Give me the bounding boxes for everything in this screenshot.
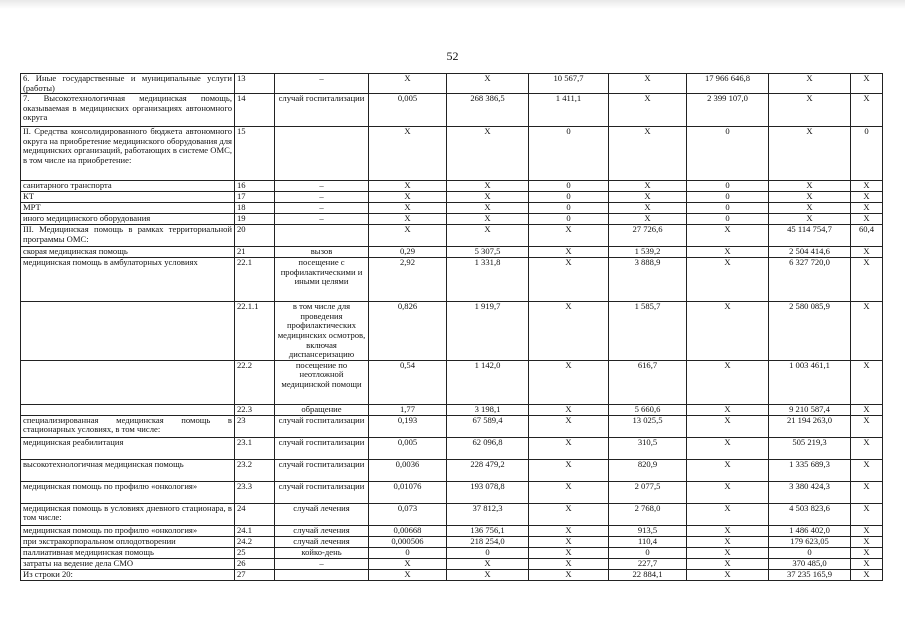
value-cell: 3 888,9	[609, 258, 687, 302]
row-name-cell: скорая медицинская помощь	[21, 247, 235, 258]
value-cell: X	[769, 74, 851, 94]
value-cell: X	[447, 181, 529, 192]
value-cell: 0	[609, 547, 687, 558]
value-cell: X	[369, 192, 447, 203]
value-cell: 0	[687, 127, 769, 181]
value-cell: 1 486 402,0	[769, 525, 851, 536]
row-name-cell: высокотехнологичная медицинская помощь	[21, 459, 235, 481]
unit-cell	[275, 225, 369, 247]
row-number-cell: 21	[235, 247, 275, 258]
unit-cell: обращение	[275, 404, 369, 415]
value-cell: X	[609, 192, 687, 203]
value-cell: 1 331,8	[447, 258, 529, 302]
value-cell: X	[447, 214, 529, 225]
unit-cell: вызов	[275, 247, 369, 258]
value-cell: X	[687, 415, 769, 437]
row-number-cell: 14	[235, 94, 275, 127]
table-row	[21, 74, 883, 94]
row-name-cell: медицинская реабилитация	[21, 437, 235, 459]
value-cell: X	[851, 503, 883, 525]
row-name-cell: санитарного транспорта	[21, 181, 235, 192]
unit-cell: случай госпитализации	[275, 415, 369, 437]
value-cell: 0,000506	[369, 536, 447, 547]
value-cell: X	[769, 181, 851, 192]
value-cell: 4 503 823,6	[769, 503, 851, 525]
table-row	[21, 525, 883, 536]
table-row	[21, 181, 883, 192]
value-cell: 2,92	[369, 258, 447, 302]
value-cell: 0,00668	[369, 525, 447, 536]
value-cell: X	[529, 360, 609, 404]
row-number-cell: 18	[235, 203, 275, 214]
value-cell: X	[851, 214, 883, 225]
value-cell: X	[687, 525, 769, 536]
value-cell: X	[447, 558, 529, 569]
value-cell: X	[851, 74, 883, 94]
value-cell: X	[369, 127, 447, 181]
value-cell: X	[529, 569, 609, 580]
value-cell: X	[851, 558, 883, 569]
value-cell: 9 210 587,4	[769, 404, 851, 415]
table-row	[21, 536, 883, 547]
value-cell: X	[687, 481, 769, 503]
value-cell: X	[529, 547, 609, 558]
value-cell: X	[529, 459, 609, 481]
row-name-cell: медицинская помощь по профилю «онкология»	[21, 525, 235, 536]
unit-cell: случай госпитализации	[275, 437, 369, 459]
value-cell: 370 485,0	[769, 558, 851, 569]
row-name-cell: медицинская помощь в условиях дневного стационара, в том числе:	[21, 503, 235, 525]
table-row	[21, 503, 883, 525]
value-cell: 227,7	[609, 558, 687, 569]
value-cell: X	[529, 404, 609, 415]
value-cell: 0	[529, 192, 609, 203]
value-cell: 1 335 689,3	[769, 459, 851, 481]
value-cell: 67 589,4	[447, 415, 529, 437]
row-number-cell: 26	[235, 558, 275, 569]
table-row	[21, 192, 883, 203]
value-cell: X	[687, 258, 769, 302]
value-cell: 3 380 424,3	[769, 481, 851, 503]
row-name-cell: затраты на ведение дела СМО	[21, 558, 235, 569]
value-cell: X	[529, 558, 609, 569]
scan-edge	[0, 0, 905, 9]
value-cell: X	[447, 127, 529, 181]
row-name-cell: III. Медицинская помощь в рамках территориальной программы ОМС:	[21, 225, 235, 247]
table-row	[21, 225, 883, 247]
value-cell: 0,29	[369, 247, 447, 258]
value-cell: 45 114 754,7	[769, 225, 851, 247]
value-cell: X	[447, 192, 529, 203]
value-cell: 22 884,1	[609, 569, 687, 580]
table-row	[21, 481, 883, 503]
value-cell: X	[369, 181, 447, 192]
unit-cell: –	[275, 74, 369, 94]
value-cell: 5 307,5	[447, 247, 529, 258]
value-cell: 62 096,8	[447, 437, 529, 459]
value-cell: X	[609, 94, 687, 127]
row-number-cell: 15	[235, 127, 275, 181]
table-row	[21, 547, 883, 558]
value-cell: X	[447, 74, 529, 94]
value-cell: 0,005	[369, 94, 447, 127]
value-cell: X	[687, 459, 769, 481]
value-cell: X	[851, 247, 883, 258]
row-name-cell: 6. Иные государственные и муниципальные услуги (работы)	[21, 74, 235, 94]
value-cell: 310,5	[609, 437, 687, 459]
unit-cell: –	[275, 558, 369, 569]
page-number: 52	[446, 49, 459, 63]
value-cell: X	[851, 360, 883, 404]
value-cell: 27 726,6	[609, 225, 687, 247]
value-cell: 37 235 165,9	[769, 569, 851, 580]
value-cell: X	[687, 547, 769, 558]
row-number-cell: 13	[235, 74, 275, 94]
row-number-cell: 23	[235, 415, 275, 437]
value-cell: 0	[529, 214, 609, 225]
value-cell: X	[687, 558, 769, 569]
row-name-cell: КТ	[21, 192, 235, 203]
value-cell: 10 567,7	[529, 74, 609, 94]
value-cell: X	[609, 127, 687, 181]
value-cell: X	[369, 225, 447, 247]
value-cell: 21 194 263,0	[769, 415, 851, 437]
table-row	[21, 404, 883, 415]
value-cell: 193 078,8	[447, 481, 529, 503]
value-cell: X	[529, 437, 609, 459]
value-cell: 0,826	[369, 302, 447, 361]
financial-table	[20, 73, 883, 581]
value-cell: 0	[529, 127, 609, 181]
value-cell: 0	[529, 203, 609, 214]
value-cell: X	[687, 360, 769, 404]
row-number-cell: 19	[235, 214, 275, 225]
value-cell: X	[609, 214, 687, 225]
row-name-cell	[21, 404, 235, 415]
value-cell: X	[687, 225, 769, 247]
value-cell: X	[851, 181, 883, 192]
value-cell: 0,193	[369, 415, 447, 437]
unit-cell: в том числе для проведения профилактических медицинских осмотров, включая диспансеризацию	[275, 302, 369, 361]
value-cell: 0	[447, 547, 529, 558]
value-cell: 17 966 646,8	[687, 74, 769, 94]
value-cell: X	[769, 203, 851, 214]
value-cell: X	[529, 258, 609, 302]
value-cell: X	[447, 203, 529, 214]
value-cell: 2 077,5	[609, 481, 687, 503]
value-cell: X	[769, 214, 851, 225]
unit-cell	[275, 569, 369, 580]
unit-cell: посещение с профилактическими и иными целями	[275, 258, 369, 302]
unit-cell: койко-день	[275, 547, 369, 558]
value-cell: X	[851, 404, 883, 415]
row-name-cell	[21, 302, 235, 361]
row-number-cell: 23.3	[235, 481, 275, 503]
value-cell: 268 386,5	[447, 94, 529, 127]
value-cell: X	[529, 415, 609, 437]
value-cell: 2 580 085,9	[769, 302, 851, 361]
table-row	[21, 558, 883, 569]
value-cell: 0	[769, 547, 851, 558]
value-cell: 6 327 720,0	[769, 258, 851, 302]
row-number-cell: 23.2	[235, 459, 275, 481]
value-cell: 136 756,1	[447, 525, 529, 536]
value-cell: X	[851, 203, 883, 214]
value-cell: X	[687, 536, 769, 547]
table-row	[21, 437, 883, 459]
value-cell: X	[369, 558, 447, 569]
value-cell: 1 003 461,1	[769, 360, 851, 404]
row-number-cell: 22.3	[235, 404, 275, 415]
row-number-cell: 16	[235, 181, 275, 192]
row-name-cell: при экстракорпоральном оплодотворении	[21, 536, 235, 547]
unit-cell: –	[275, 214, 369, 225]
row-name-cell: 7. Высокотехнологичная медицинская помощь, оказываемая в медицинских организациях автономного округа	[21, 94, 235, 127]
value-cell: 913,5	[609, 525, 687, 536]
value-cell: 0	[687, 214, 769, 225]
row-number-cell: 24.1	[235, 525, 275, 536]
value-cell: X	[609, 74, 687, 94]
value-cell: 60,4	[851, 225, 883, 247]
value-cell: X	[369, 74, 447, 94]
value-cell: X	[769, 192, 851, 203]
value-cell: X	[369, 214, 447, 225]
table-row	[21, 127, 883, 181]
value-cell: 0	[369, 547, 447, 558]
unit-cell: случай лечения	[275, 536, 369, 547]
value-cell: X	[529, 536, 609, 547]
value-cell: 0	[687, 192, 769, 203]
value-cell: X	[851, 459, 883, 481]
value-cell: 37 812,3	[447, 503, 529, 525]
value-cell: X	[687, 437, 769, 459]
unit-cell: –	[275, 192, 369, 203]
table-row	[21, 459, 883, 481]
row-name-cell: медицинская помощь в амбулаторных условиях	[21, 258, 235, 302]
value-cell: 0,005	[369, 437, 447, 459]
value-cell: 1 411,1	[529, 94, 609, 127]
value-cell: X	[447, 225, 529, 247]
value-cell: 2 504 414,6	[769, 247, 851, 258]
value-cell: 0,0036	[369, 459, 447, 481]
unit-cell: –	[275, 181, 369, 192]
value-cell: 616,7	[609, 360, 687, 404]
row-name-cell: медицинская помощь по профилю «онкология»	[21, 481, 235, 503]
unit-cell: –	[275, 203, 369, 214]
value-cell: X	[529, 225, 609, 247]
unit-cell: случай лечения	[275, 525, 369, 536]
table-row	[21, 258, 883, 302]
value-cell: X	[687, 302, 769, 361]
value-cell: X	[529, 503, 609, 525]
value-cell: 110,4	[609, 536, 687, 547]
value-cell: X	[851, 258, 883, 302]
value-cell: X	[769, 94, 851, 127]
value-cell: 1 585,7	[609, 302, 687, 361]
value-cell: X	[851, 437, 883, 459]
value-cell: X	[529, 247, 609, 258]
value-cell: X	[851, 536, 883, 547]
value-cell: 1 919,7	[447, 302, 529, 361]
value-cell: X	[851, 481, 883, 503]
row-number-cell: 24.2	[235, 536, 275, 547]
value-cell: X	[687, 569, 769, 580]
value-cell: 13 025,5	[609, 415, 687, 437]
value-cell: 3 198,1	[447, 404, 529, 415]
unit-cell: посещение по неотложной медицинской помощи	[275, 360, 369, 404]
value-cell: X	[687, 404, 769, 415]
row-name-cell: паллиативная медицинская помощь	[21, 547, 235, 558]
value-cell: 218 254,0	[447, 536, 529, 547]
row-number-cell: 22.1	[235, 258, 275, 302]
row-number-cell: 24	[235, 503, 275, 525]
row-number-cell: 27	[235, 569, 275, 580]
value-cell: X	[851, 547, 883, 558]
value-cell: 1,77	[369, 404, 447, 415]
row-number-cell: 22.2	[235, 360, 275, 404]
value-cell: X	[369, 569, 447, 580]
value-cell: X	[369, 203, 447, 214]
row-number-cell: 23.1	[235, 437, 275, 459]
unit-cell: случай госпитализации	[275, 94, 369, 127]
value-cell: X	[851, 94, 883, 127]
row-name-cell	[21, 360, 235, 404]
value-cell: 1 539,2	[609, 247, 687, 258]
value-cell: X	[769, 127, 851, 181]
row-number-cell: 25	[235, 547, 275, 558]
value-cell: 228 479,2	[447, 459, 529, 481]
value-cell: 2 768,0	[609, 503, 687, 525]
table-row	[21, 94, 883, 127]
value-cell: 0,073	[369, 503, 447, 525]
row-name-cell: Из строки 20:	[21, 569, 235, 580]
value-cell: X	[851, 415, 883, 437]
value-cell: 505 219,3	[769, 437, 851, 459]
row-number-cell: 20	[235, 225, 275, 247]
value-cell: 0	[529, 181, 609, 192]
row-number-cell: 22.1.1	[235, 302, 275, 361]
table-row	[21, 360, 883, 404]
unit-cell: случай госпитализации	[275, 459, 369, 481]
table-row	[21, 203, 883, 214]
value-cell: 5 660,6	[609, 404, 687, 415]
table-row	[21, 569, 883, 580]
value-cell: X	[529, 302, 609, 361]
value-cell: X	[851, 525, 883, 536]
value-cell: 179 623,05	[769, 536, 851, 547]
unit-cell: случай лечения	[275, 503, 369, 525]
value-cell: X	[529, 481, 609, 503]
unit-cell: случай госпитализации	[275, 481, 369, 503]
value-cell: X	[851, 302, 883, 361]
value-cell: X	[609, 181, 687, 192]
row-name-cell: иного медицинского оборудования	[21, 214, 235, 225]
table-row	[21, 302, 883, 361]
row-number-cell: 17	[235, 192, 275, 203]
value-cell: X	[851, 569, 883, 580]
table-row	[21, 247, 883, 258]
table-row	[21, 415, 883, 437]
value-cell: 0	[851, 127, 883, 181]
value-cell: 2 399 107,0	[687, 94, 769, 127]
value-cell: X	[447, 569, 529, 580]
value-cell: X	[687, 503, 769, 525]
table-row	[21, 214, 883, 225]
value-cell: X	[609, 203, 687, 214]
value-cell: 1 142,0	[447, 360, 529, 404]
value-cell: X	[529, 525, 609, 536]
value-cell: 0,54	[369, 360, 447, 404]
row-name-cell: II. Средства консолидированного бюджета автономного округа на приобретение медицинского оборудования для медицинских организаций, работающих в системе ОМС, в том числе на приобретение:	[21, 127, 235, 181]
value-cell: X	[851, 192, 883, 203]
value-cell: 0	[687, 181, 769, 192]
row-name-cell: МРТ	[21, 203, 235, 214]
value-cell: 0	[687, 203, 769, 214]
unit-cell	[275, 127, 369, 181]
value-cell: 820,9	[609, 459, 687, 481]
row-name-cell: специализированная медицинская помощь в стационарных условиях, в том числе:	[21, 415, 235, 437]
value-cell: X	[687, 247, 769, 258]
value-cell: 0,01076	[369, 481, 447, 503]
